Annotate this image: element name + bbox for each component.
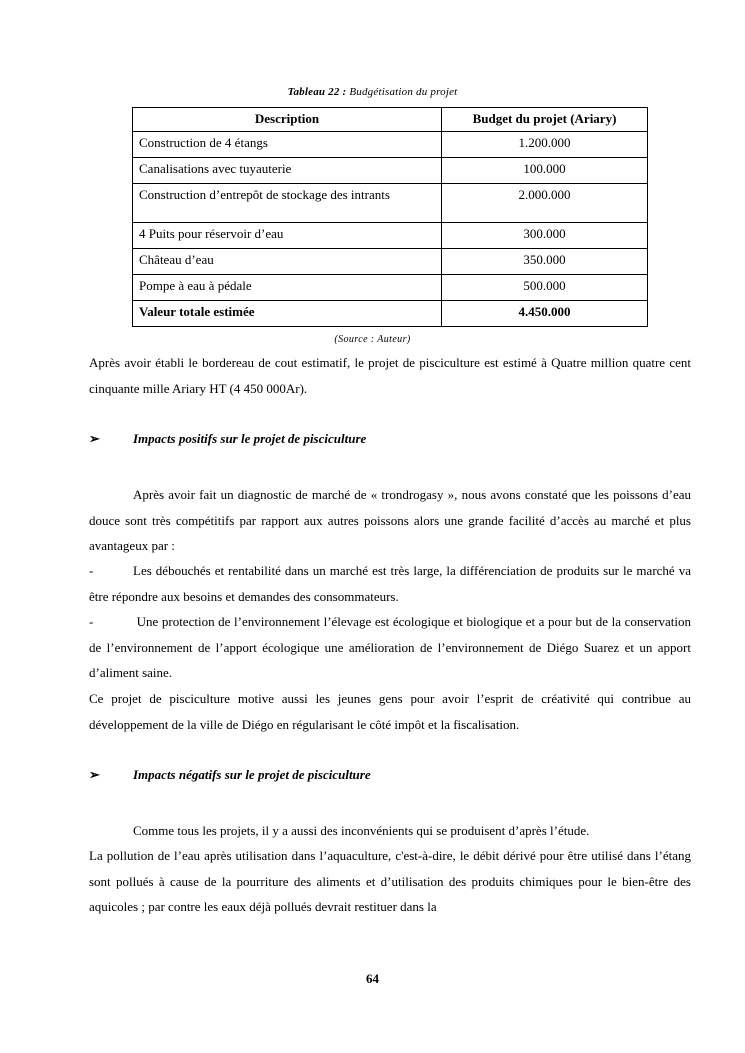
table-row xyxy=(133,249,648,275)
heading-positive-text: Impacts positifs sur le projet de pisciculture xyxy=(133,431,367,446)
table-row xyxy=(133,275,648,301)
budget-table xyxy=(132,107,648,327)
dash-bullet: - xyxy=(89,614,94,629)
arrow-bullet-icon: ➢ xyxy=(89,431,100,446)
heading-negative-impacts xyxy=(89,767,371,783)
row-description: 4 Puits pour réservoir d’eau xyxy=(133,223,442,249)
row-budget: 1.200.000 xyxy=(442,132,648,158)
row-description: Château d’eau xyxy=(133,249,442,275)
table-total-row xyxy=(133,301,648,327)
table-caption xyxy=(0,86,745,98)
table-row xyxy=(133,223,648,249)
dash-bullet: - xyxy=(89,563,94,578)
row-budget: 350.000 xyxy=(442,249,648,275)
arrow-bullet-icon: ➢ xyxy=(89,767,100,782)
heading-positive-impacts xyxy=(89,431,366,447)
row-budget: 100.000 xyxy=(442,158,648,184)
heading-negative-text: Impacts négatifs sur le projet de pisciculture xyxy=(133,767,371,782)
positive-point-1 xyxy=(89,558,691,609)
table-header-row xyxy=(133,108,648,132)
row-description: Construction de 4 étangs xyxy=(133,132,442,158)
total-value: 4.450.000 xyxy=(442,301,648,327)
table-source: (Source : Auteur) xyxy=(334,334,411,345)
negative-intro-paragraph: Comme tous les projets, il y a aussi des inconvénients qui se produisent d’après l’étude. xyxy=(133,823,590,838)
negative-body-paragraph: La pollution de l’eau après utilisation dans l’aquaculture, c'est-à-dire, le débit dérivé pour être utilisé dans l’étang sont pollués à cause de la pourriture des aliments et d’utilisation des produits chimiques pour le bien-être des aquicoles ; par contre les eaux déjà pollués devrait restituer dans la xyxy=(89,848,691,914)
table-row xyxy=(133,158,648,184)
positive-point-1-text: Les débouchés et rentabilité dans un marché est très large, la différenciation de produits sur le marché va être répondre aux besoins et demandes des consommateurs. xyxy=(89,563,691,604)
row-budget: 2.000.000 xyxy=(442,184,648,223)
row-description: Canalisations avec tuyauterie xyxy=(133,158,442,184)
positive-intro-paragraph: Après avoir fait un diagnostic de marché de « trondrogasy », nous avons constaté que les poissons d’eau douce sont très compétitifs par rapport aux autres poissons alors une grande facilité d’accès au marché et plus avantageux par : xyxy=(89,487,691,553)
header-budget: Budget du projet (Ariary) xyxy=(442,108,648,132)
table-caption-title: Budgétisation du projet xyxy=(346,86,458,98)
positive-point-2 xyxy=(89,609,691,686)
table-row xyxy=(133,132,648,158)
positive-conclusion-paragraph: Ce projet de pisciculture motive aussi les jeunes gens pour avoir l’esprit de créativité qui contribue au développement de la ville de Diégo en régularisant le côté impôt et la fiscalisation. xyxy=(89,691,691,732)
total-label: Valeur totale estimée xyxy=(133,301,442,327)
header-description: Description xyxy=(133,108,442,132)
row-description: Pompe à eau à pédale xyxy=(133,275,442,301)
intro-paragraph: Après avoir établi le bordereau de cout estimatif, le projet de pisciculture est estimé à Quatre million quatre cent cinquante mille Ariary HT (4 450 000Ar). xyxy=(89,355,691,396)
positive-point-2-text: Une protection de l’environnement l’élevage est écologique et biologique et a pour but de la conservation de l’environnement de l’apport écologique une amélioration de l’environnement de Diégo Suarez et un apport d’aliment saine. xyxy=(89,614,691,680)
table-row xyxy=(133,184,648,223)
page-number: 64 xyxy=(366,971,379,986)
row-budget: 500.000 xyxy=(442,275,648,301)
table-caption-label: Tableau 22 : xyxy=(287,86,347,98)
row-budget: 300.000 xyxy=(442,223,648,249)
row-description: Construction d’entrepôt de stockage des intrants xyxy=(133,184,442,223)
